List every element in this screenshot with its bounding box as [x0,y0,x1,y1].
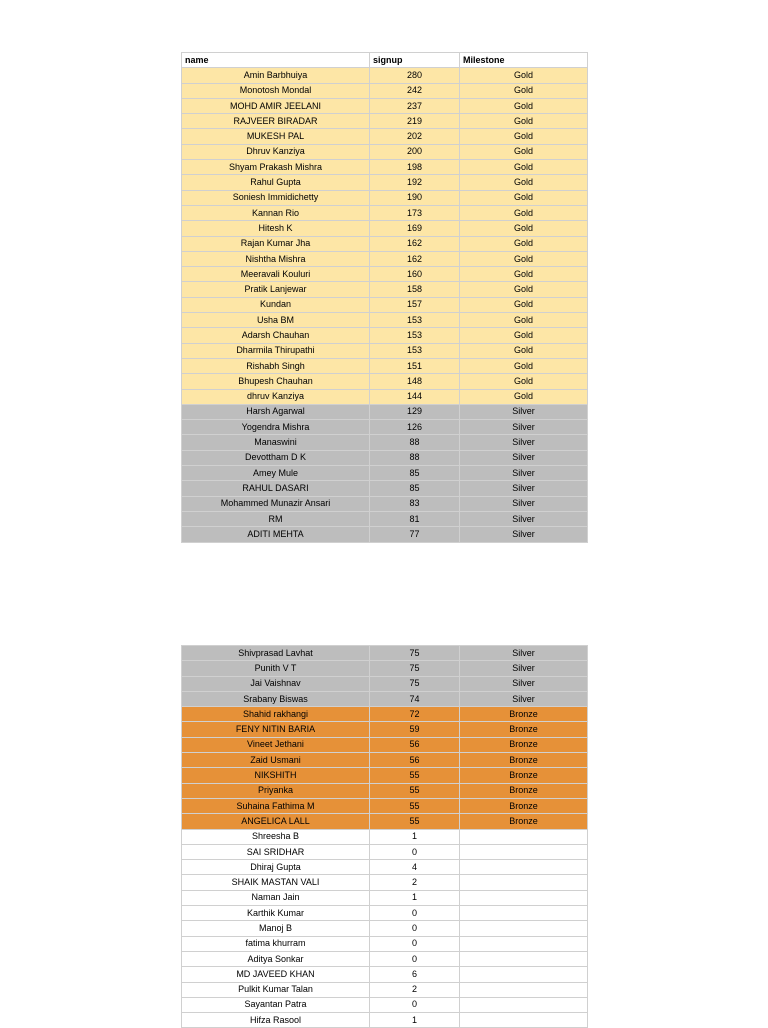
cell-signup[interactable]: 190 [370,190,460,205]
cell-signup[interactable]: 2 [370,982,460,997]
cell-signup[interactable]: 56 [370,737,460,752]
cell-signup[interactable]: 202 [370,129,460,144]
table-row [182,83,588,98]
cell-milestone[interactable]: Gold [460,114,588,129]
cell-name[interactable]: Kannan Rio [182,205,370,220]
cell-name[interactable]: Punith V T [182,661,370,676]
cell-signup[interactable]: 1 [370,1013,460,1028]
cell-name[interactable]: Rahul Gupta [182,175,370,190]
cell-name[interactable]: Harsh Agarwal [182,404,370,419]
cell-name[interactable]: Rajan Kumar Jha [182,236,370,251]
cell-name[interactable]: Mohammed Munazir Ansari [182,496,370,511]
column-header-signup: signup [370,53,460,68]
cell-milestone[interactable]: Gold [460,221,588,236]
cell-milestone[interactable]: Silver [460,466,588,481]
table-row [182,98,588,113]
cell-signup[interactable]: 162 [370,236,460,251]
cell-name[interactable]: Manaswini [182,435,370,450]
cell-signup[interactable]: 85 [370,481,460,496]
cell-name[interactable]: Shyam Prakash Mishra [182,160,370,175]
table-row [182,722,588,737]
cell-signup[interactable]: 55 [370,798,460,813]
cell-name[interactable]: Usha BM [182,313,370,328]
cell-name[interactable]: Zaid Usmani [182,753,370,768]
cell-signup[interactable]: 59 [370,722,460,737]
cell-milestone[interactable]: Gold [460,190,588,205]
table-row [182,768,588,783]
cell-name[interactable]: Amey Mule [182,466,370,481]
cell-milestone[interactable]: Gold [460,144,588,159]
cell-milestone[interactable]: Gold [460,343,588,358]
table-row [182,282,588,297]
table-row [182,404,588,419]
cell-signup[interactable]: 0 [370,997,460,1012]
cell-milestone[interactable]: Bronze [460,814,588,829]
cell-milestone[interactable]: Gold [460,175,588,190]
table-row [182,68,588,83]
cell-milestone[interactable] [460,921,588,936]
cell-name[interactable]: Srabany Biswas [182,691,370,706]
cell-signup[interactable]: 157 [370,297,460,312]
cell-name[interactable]: Dhiraj Gupta [182,860,370,875]
cell-name[interactable]: Pratik Lanjewar [182,282,370,297]
cell-name[interactable]: Shahid rakhangi [182,707,370,722]
cell-milestone[interactable]: Bronze [460,753,588,768]
table-row [182,144,588,159]
cell-signup[interactable]: 72 [370,707,460,722]
table-row [182,450,588,465]
cell-signup[interactable]: 2 [370,875,460,890]
cell-name[interactable]: Manoj B [182,921,370,936]
cell-milestone[interactable] [460,860,588,875]
cell-milestone[interactable]: Silver [460,435,588,450]
cell-milestone[interactable]: Silver [460,511,588,526]
cell-name[interactable]: dhruv Kanziya [182,389,370,404]
cell-signup[interactable]: 0 [370,921,460,936]
column-header-name: name [182,53,370,68]
table-row [182,860,588,875]
leaderboard-table-bottom [181,645,588,1028]
cell-signup[interactable]: 144 [370,389,460,404]
table-row [182,661,588,676]
table-row [182,936,588,951]
cell-name[interactable]: Hifza Rasool [182,1013,370,1028]
table-row [182,875,588,890]
cell-milestone[interactable]: Bronze [460,798,588,813]
cell-name[interactable]: RAJVEER BIRADAR [182,114,370,129]
cell-milestone[interactable]: Silver [460,646,588,661]
table-row [182,328,588,343]
cell-milestone[interactable]: Bronze [460,737,588,752]
cell-name[interactable]: Bhupesh Chauhan [182,374,370,389]
cell-signup[interactable]: 126 [370,420,460,435]
cell-name[interactable]: Monotosh Mondal [182,83,370,98]
table-row [182,982,588,997]
cell-milestone[interactable] [460,997,588,1012]
cell-name[interactable]: Dhruv Kanziya [182,144,370,159]
table-row [182,297,588,312]
cell-milestone[interactable] [460,890,588,905]
table-row [182,829,588,844]
cell-milestone[interactable]: Silver [460,527,588,542]
cell-signup[interactable]: 83 [370,496,460,511]
cell-milestone[interactable]: Silver [460,496,588,511]
column-header-milestone: Milestone [460,53,588,68]
table-row [182,798,588,813]
table-row [182,511,588,526]
table-row [182,175,588,190]
cell-milestone[interactable] [460,1013,588,1028]
cell-milestone[interactable] [460,875,588,890]
cell-signup[interactable]: 148 [370,374,460,389]
table-row [182,1013,588,1028]
cell-name[interactable]: MUKESH PAL [182,129,370,144]
table-row [182,844,588,859]
cell-milestone[interactable]: Gold [460,160,588,175]
cell-milestone[interactable] [460,951,588,966]
table-body-top [182,68,588,542]
cell-signup[interactable]: 74 [370,691,460,706]
cell-signup[interactable]: 151 [370,358,460,373]
cell-signup[interactable]: 129 [370,404,460,419]
cell-signup[interactable]: 192 [370,175,460,190]
cell-name[interactable]: Soniesh Immidichetty [182,190,370,205]
cell-name[interactable]: Aditya Sonkar [182,951,370,966]
table-body-bottom [182,646,588,1028]
cell-name[interactable]: Meeravali Kouluri [182,267,370,282]
cell-signup[interactable]: 162 [370,251,460,266]
table-row [182,951,588,966]
cell-milestone[interactable]: Gold [460,389,588,404]
table-row [182,221,588,236]
table-row [182,313,588,328]
cell-milestone[interactable]: Gold [460,358,588,373]
cell-name[interactable]: Sayantan Patra [182,997,370,1012]
cell-milestone[interactable]: Gold [460,98,588,113]
table-row [182,814,588,829]
cell-name[interactable]: FENY NITIN BARIA [182,722,370,737]
table-row [182,906,588,921]
cell-name[interactable]: Pulkit Kumar Talan [182,982,370,997]
cell-milestone[interactable]: Silver [460,691,588,706]
cell-milestone[interactable] [460,982,588,997]
cell-name[interactable]: Shreesha B [182,829,370,844]
cell-milestone[interactable]: Gold [460,374,588,389]
cell-signup[interactable]: 198 [370,160,460,175]
cell-signup[interactable]: 153 [370,313,460,328]
cell-milestone[interactable] [460,844,588,859]
cell-name[interactable]: Rishabh Singh [182,358,370,373]
cell-signup[interactable]: 55 [370,768,460,783]
table-row [182,358,588,373]
table-row [182,251,588,266]
table-row [182,205,588,220]
cell-milestone[interactable]: Silver [460,481,588,496]
cell-name[interactable]: fatima khurram [182,936,370,951]
table-row [182,997,588,1012]
cell-name[interactable]: RM [182,511,370,526]
cell-milestone[interactable]: Bronze [460,722,588,737]
cell-signup[interactable]: 200 [370,144,460,159]
table-row [182,527,588,542]
cell-milestone[interactable]: Gold [460,267,588,282]
cell-name[interactable]: SAI SRIDHAR [182,844,370,859]
cell-signup[interactable]: 153 [370,343,460,358]
table-row [182,267,588,282]
cell-signup[interactable]: 85 [370,466,460,481]
header-row [182,53,588,68]
cell-milestone[interactable]: Bronze [460,783,588,798]
table-row [182,676,588,691]
cell-signup[interactable]: 242 [370,83,460,98]
table-row [182,114,588,129]
cell-signup[interactable]: 219 [370,114,460,129]
cell-signup[interactable]: 56 [370,753,460,768]
table-row [182,921,588,936]
table-row [182,967,588,982]
table-row [182,737,588,752]
cell-signup[interactable]: 173 [370,205,460,220]
cell-name[interactable]: Hitesh K [182,221,370,236]
table-row [182,160,588,175]
cell-signup[interactable]: 153 [370,328,460,343]
cell-name[interactable]: Dharmila Thirupathi [182,343,370,358]
table-row [182,420,588,435]
cell-name[interactable]: Vineet Jethani [182,737,370,752]
cell-name[interactable]: ANGELICA LALL [182,814,370,829]
cell-milestone[interactable] [460,967,588,982]
cell-signup[interactable]: 6 [370,967,460,982]
cell-milestone[interactable] [460,936,588,951]
cell-name[interactable]: ADITI MEHTA [182,527,370,542]
table-row [182,783,588,798]
table-row [182,707,588,722]
cell-signup[interactable]: 1 [370,890,460,905]
table-row [182,435,588,450]
cell-name[interactable]: RAHUL DASARI [182,481,370,496]
table-row [182,691,588,706]
cell-name[interactable]: Nishtha Mishra [182,251,370,266]
cell-milestone[interactable]: Gold [460,282,588,297]
cell-name[interactable]: Karthik Kumar [182,906,370,921]
cell-signup[interactable]: 1 [370,829,460,844]
cell-signup[interactable]: 280 [370,68,460,83]
cell-signup[interactable]: 75 [370,676,460,691]
leaderboard-table-top [181,52,588,543]
cell-milestone[interactable]: Silver [460,420,588,435]
cell-milestone[interactable]: Bronze [460,707,588,722]
cell-milestone[interactable]: Bronze [460,768,588,783]
cell-name[interactable]: Kundan [182,297,370,312]
cell-name[interactable]: MOHD AMIR JEELANI [182,98,370,113]
table-row [182,343,588,358]
cell-milestone[interactable]: Gold [460,328,588,343]
cell-milestone[interactable]: Gold [460,68,588,83]
cell-name[interactable]: MD JAVEED KHAN [182,967,370,982]
table-row [182,496,588,511]
cell-milestone[interactable]: Silver [460,676,588,691]
table-row [182,466,588,481]
cell-milestone[interactable]: Silver [460,404,588,419]
cell-name[interactable]: NIKSHITH [182,768,370,783]
cell-name[interactable]: Jai Vaishnav [182,676,370,691]
cell-name[interactable]: Adarsh Chauhan [182,328,370,343]
cell-signup[interactable]: 88 [370,450,460,465]
cell-name[interactable]: SHAIK MASTAN VALI [182,875,370,890]
table-row [182,753,588,768]
cell-milestone[interactable]: Gold [460,313,588,328]
cell-signup[interactable]: 55 [370,814,460,829]
cell-signup[interactable]: 169 [370,221,460,236]
cell-milestone[interactable]: Silver [460,661,588,676]
cell-milestone[interactable] [460,906,588,921]
cell-signup[interactable]: 81 [370,511,460,526]
cell-signup[interactable]: 0 [370,951,460,966]
cell-name[interactable]: Priyanka [182,783,370,798]
cell-milestone[interactable]: Silver [460,450,588,465]
cell-signup[interactable]: 88 [370,435,460,450]
table-row [182,890,588,905]
cell-name[interactable]: Suhaina Fathima M [182,798,370,813]
cell-milestone[interactable]: Gold [460,251,588,266]
cell-signup[interactable]: 0 [370,936,460,951]
cell-name[interactable]: Amin Barbhuiya [182,68,370,83]
cell-milestone[interactable]: Gold [460,129,588,144]
table-row [182,374,588,389]
cell-milestone[interactable]: Gold [460,297,588,312]
cell-name[interactable]: Devottham D K [182,450,370,465]
cell-signup[interactable]: 4 [370,860,460,875]
cell-signup[interactable]: 77 [370,527,460,542]
table-row [182,646,588,661]
cell-name[interactable]: Naman Jain [182,890,370,905]
cell-name[interactable]: Yogendra Mishra [182,420,370,435]
table-row [182,389,588,404]
cell-signup[interactable]: 160 [370,267,460,282]
cell-signup[interactable]: 0 [370,906,460,921]
cell-signup[interactable]: 55 [370,783,460,798]
cell-signup[interactable]: 158 [370,282,460,297]
cell-signup[interactable]: 75 [370,646,460,661]
cell-name[interactable]: Shivprasad Lavhat [182,646,370,661]
cell-milestone[interactable]: Gold [460,83,588,98]
cell-signup[interactable]: 237 [370,98,460,113]
table-row [182,190,588,205]
cell-milestone[interactable] [460,829,588,844]
table-row [182,236,588,251]
table-row [182,481,588,496]
cell-signup[interactable]: 75 [370,661,460,676]
cell-signup[interactable]: 0 [370,844,460,859]
cell-milestone[interactable]: Gold [460,236,588,251]
table-row [182,129,588,144]
cell-milestone[interactable]: Gold [460,205,588,220]
